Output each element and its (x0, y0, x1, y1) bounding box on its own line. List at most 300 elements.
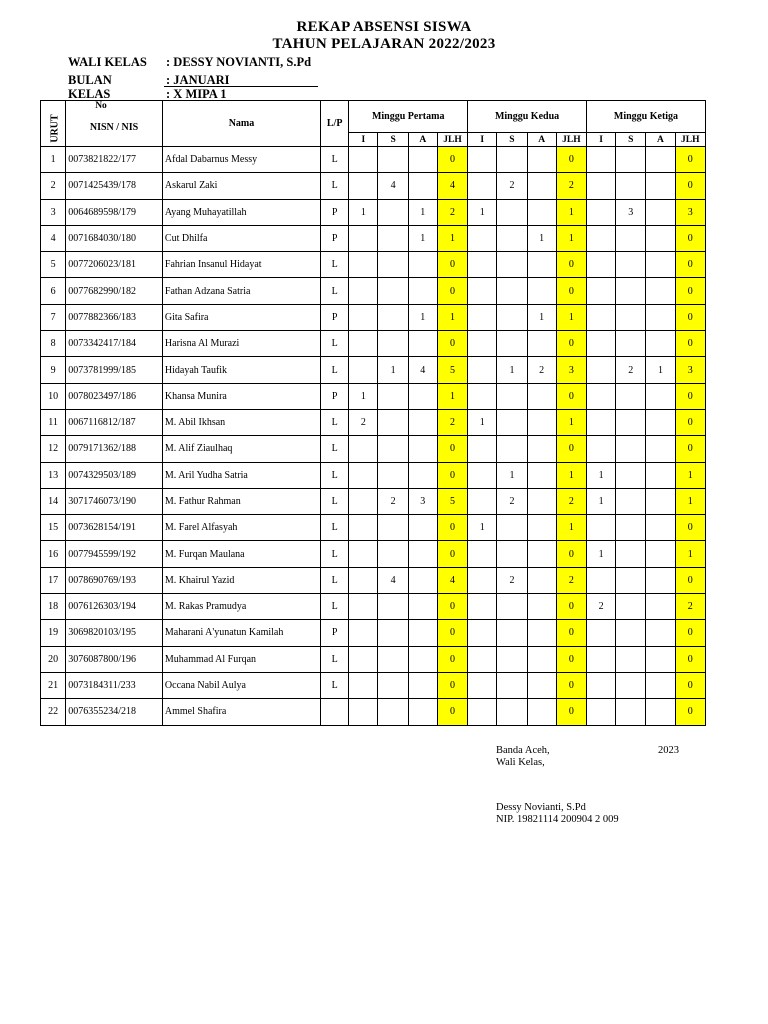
kelas-row (68, 87, 320, 101)
week-3-s-cell: 3 (616, 199, 646, 225)
week-2-jlh-cell: 1 (556, 409, 586, 435)
week-2-i-cell (468, 436, 497, 462)
week-2-a-cell (527, 331, 556, 357)
week-2-header: Minggu Kedua (468, 101, 587, 133)
row-lp: L (321, 541, 349, 567)
wali-kelas-row (68, 55, 320, 71)
week-1-jlh-cell: 0 (437, 462, 467, 488)
week-3-i-cell (586, 278, 615, 304)
row-lp: L (321, 331, 349, 357)
week-1-a-cell: 4 (408, 357, 437, 383)
week-3-a-cell (646, 147, 675, 173)
week-1-i-cell: 1 (349, 199, 378, 225)
week-1-jlh-cell: 0 (437, 699, 467, 725)
week-2-s-cell (497, 594, 527, 620)
week-3-s-cell (616, 594, 646, 620)
signature-name: Dessy Novianti, S.Pd (496, 802, 586, 813)
week-2-jlh-cell: 0 (556, 278, 586, 304)
week-3-i-cell (586, 357, 615, 383)
week-3-i-cell (586, 620, 615, 646)
row-number: 9 (41, 357, 66, 383)
week-3-sub-s-header: S (616, 133, 646, 147)
row-number: 12 (41, 436, 66, 462)
week-1-s-cell (378, 409, 408, 435)
week-2-a-cell (527, 383, 556, 409)
week-1-jlh-cell: 4 (437, 173, 467, 199)
week-2-i-cell (468, 541, 497, 567)
table-row (41, 252, 706, 278)
week-1-sub-jlh-header: JLH (437, 133, 467, 147)
row-nama: M. Abil Ikhsan (162, 409, 320, 435)
week-3-a-cell (646, 672, 675, 698)
row-lp: L (321, 436, 349, 462)
week-3-header: Minggu Ketiga (586, 101, 705, 133)
row-number: 22 (41, 699, 66, 725)
row-nama: Maharani A'yunatun Kamilah (162, 620, 320, 646)
table-row (41, 699, 706, 725)
row-lp: L (321, 567, 349, 593)
week-2-a-cell (527, 147, 556, 173)
week-3-a-cell: 1 (646, 357, 675, 383)
week-2-i-cell (468, 357, 497, 383)
week-3-jlh-cell: 0 (675, 699, 705, 725)
week-3-jlh-cell: 0 (675, 331, 705, 357)
week-1-i-cell (349, 304, 378, 330)
week-3-a-cell (646, 620, 675, 646)
week-3-i-cell (586, 409, 615, 435)
week-3-s-cell (616, 699, 646, 725)
week-2-a-cell (527, 541, 556, 567)
row-nama: M. Farel Alfasyah (162, 515, 320, 541)
week-1-a-cell (408, 383, 437, 409)
week-3-i-cell: 1 (586, 541, 615, 567)
row-nisn: 0071425439/178 (66, 173, 163, 199)
week-1-a-cell (408, 252, 437, 278)
week-2-jlh-cell: 0 (556, 147, 586, 173)
row-nama: Ammel Shafira (162, 699, 320, 725)
week-2-a-cell (527, 620, 556, 646)
week-3-a-cell (646, 383, 675, 409)
row-nisn: 0076355234/218 (66, 699, 163, 725)
table-row (41, 147, 706, 173)
table-row (41, 567, 706, 593)
row-number: 13 (41, 462, 66, 488)
week-1-s-cell (378, 594, 408, 620)
week-1-i-cell (349, 462, 378, 488)
week-2-a-cell (527, 409, 556, 435)
week-1-a-cell (408, 147, 437, 173)
row-lp: L (321, 147, 349, 173)
row-nisn: 0071684030/180 (66, 225, 163, 251)
week-2-s-cell (497, 225, 527, 251)
week-1-i-cell (349, 225, 378, 251)
table-row (41, 672, 706, 698)
week-2-a-cell (527, 672, 556, 698)
signature-year: 2023 (658, 745, 679, 756)
week-2-jlh-cell: 1 (556, 304, 586, 330)
week-2-i-cell (468, 646, 497, 672)
week-1-s-cell (378, 672, 408, 698)
week-3-a-cell (646, 462, 675, 488)
week-1-a-cell (408, 699, 437, 725)
week-2-a-cell (527, 567, 556, 593)
week-1-a-cell (408, 409, 437, 435)
week-2-jlh-cell: 0 (556, 594, 586, 620)
week-3-i-cell (586, 383, 615, 409)
row-number: 7 (41, 304, 66, 330)
week-2-s-cell: 2 (497, 488, 527, 514)
kelas-value: : X MIPA 1 (166, 87, 227, 101)
row-lp: L (321, 672, 349, 698)
row-number: 11 (41, 409, 66, 435)
week-1-i-cell (349, 252, 378, 278)
row-nisn: 3071746073/190 (66, 488, 163, 514)
week-3-a-cell (646, 304, 675, 330)
row-number: 6 (41, 278, 66, 304)
week-2-s-cell (497, 672, 527, 698)
week-2-s-cell (497, 409, 527, 435)
row-lp: L (321, 462, 349, 488)
week-3-s-cell (616, 278, 646, 304)
week-3-i-cell (586, 436, 615, 462)
row-nisn: 0073342417/184 (66, 331, 163, 357)
week-1-i-cell (349, 436, 378, 462)
week-1-a-cell (408, 331, 437, 357)
week-2-jlh-cell: 3 (556, 357, 586, 383)
week-3-jlh-cell: 0 (675, 225, 705, 251)
week-2-s-cell: 2 (497, 567, 527, 593)
row-lp: P (321, 304, 349, 330)
row-nisn: 0078690769/193 (66, 567, 163, 593)
week-1-i-cell (349, 278, 378, 304)
week-1-jlh-cell: 0 (437, 541, 467, 567)
week-1-jlh-cell: 0 (437, 672, 467, 698)
week-3-s-cell (616, 646, 646, 672)
week-3-s-cell (616, 409, 646, 435)
table-row (41, 304, 706, 330)
week-1-s-cell (378, 147, 408, 173)
week-3-jlh-cell: 3 (675, 357, 705, 383)
table-row (41, 646, 706, 672)
table-row (41, 173, 706, 199)
row-nisn: 0076126303/194 (66, 594, 163, 620)
row-lp: L (321, 173, 349, 199)
table-row (41, 515, 706, 541)
signature-role: Wali Kelas, (496, 757, 545, 768)
week-3-i-cell (586, 331, 615, 357)
week-3-jlh-cell: 1 (675, 541, 705, 567)
week-3-i-cell (586, 173, 615, 199)
week-1-s-cell (378, 646, 408, 672)
row-lp: P (321, 225, 349, 251)
table-row (41, 383, 706, 409)
table-row (41, 594, 706, 620)
week-2-jlh-cell: 0 (556, 436, 586, 462)
wali-kelas-value: : DESSY NOVIANTI, S.Pd (166, 55, 312, 69)
week-3-s-cell (616, 331, 646, 357)
row-nama: Fathan Adzana Satria (162, 278, 320, 304)
week-2-s-cell (497, 278, 527, 304)
week-2-sub-jlh-header: JLH (556, 133, 586, 147)
week-1-i-cell (349, 594, 378, 620)
row-nama: Askarul Zaki (162, 173, 320, 199)
table-row (41, 488, 706, 514)
week-1-i-cell (349, 357, 378, 383)
week-1-i-cell (349, 147, 378, 173)
week-3-a-cell (646, 699, 675, 725)
week-3-sub-jlh-header: JLH (675, 133, 705, 147)
week-2-s-cell (497, 541, 527, 567)
week-3-i-cell (586, 147, 615, 173)
week-3-a-cell (646, 646, 675, 672)
urut-label: URUT (49, 114, 61, 143)
row-nama: Cut Dhilfa (162, 225, 320, 251)
row-number: 1 (41, 147, 66, 173)
week-3-jlh-cell: 1 (675, 462, 705, 488)
row-nisn: 0073781999/185 (66, 357, 163, 383)
week-2-a-cell (527, 699, 556, 725)
week-1-s-cell (378, 436, 408, 462)
week-2-a-cell (527, 462, 556, 488)
week-1-jlh-cell: 0 (437, 620, 467, 646)
week-1-jlh-cell: 0 (437, 436, 467, 462)
row-lp: L (321, 594, 349, 620)
row-number: 4 (41, 225, 66, 251)
row-number: 19 (41, 620, 66, 646)
week-2-i-cell: 1 (468, 409, 497, 435)
week-1-s-cell (378, 462, 408, 488)
row-lp: L (321, 515, 349, 541)
week-1-jlh-cell: 2 (437, 409, 467, 435)
row-lp: L (321, 278, 349, 304)
week-3-a-cell (646, 436, 675, 462)
table-row (41, 225, 706, 251)
row-number: 14 (41, 488, 66, 514)
week-2-jlh-cell: 2 (556, 173, 586, 199)
week-3-a-cell (646, 488, 675, 514)
week-1-i-cell (349, 515, 378, 541)
week-1-jlh-cell: 0 (437, 331, 467, 357)
week-2-i-cell (468, 594, 497, 620)
week-1-sub-a-header: A (408, 133, 437, 147)
row-lp: P (321, 199, 349, 225)
week-2-jlh-cell: 0 (556, 620, 586, 646)
week-2-a-cell (527, 515, 556, 541)
week-3-i-cell (586, 646, 615, 672)
row-nisn: 0074329503/189 (66, 462, 163, 488)
week-3-i-cell (586, 515, 615, 541)
week-3-jlh-cell: 0 (675, 278, 705, 304)
week-3-a-cell (646, 541, 675, 567)
week-2-sub-i-header: I (468, 133, 497, 147)
week-3-jlh-cell: 0 (675, 304, 705, 330)
week-1-s-cell: 4 (378, 567, 408, 593)
row-nisn: 0077945599/192 (66, 541, 163, 567)
week-2-s-cell (497, 436, 527, 462)
week-3-a-cell (646, 409, 675, 435)
week-1-header: Minggu Pertama (349, 101, 468, 133)
bulan-value: : JANUARI (166, 73, 230, 87)
week-1-i-cell (349, 541, 378, 567)
week-1-jlh-cell: 0 (437, 594, 467, 620)
week-2-s-cell (497, 620, 527, 646)
week-2-a-cell (527, 252, 556, 278)
row-nisn: 3069820103/195 (66, 620, 163, 646)
bulan-label: BULAN (68, 73, 112, 87)
week-3-s-cell (616, 147, 646, 173)
week-3-s-cell (616, 620, 646, 646)
week-1-jlh-cell: 2 (437, 199, 467, 225)
week-2-jlh-cell: 1 (556, 462, 586, 488)
kelas-label: KELAS (68, 87, 111, 101)
week-3-s-cell (616, 488, 646, 514)
row-number: 20 (41, 646, 66, 672)
week-2-jlh-cell: 2 (556, 567, 586, 593)
week-2-a-cell (527, 173, 556, 199)
week-2-i-cell (468, 278, 497, 304)
week-3-s-cell (616, 541, 646, 567)
row-nama: Ayang Muhayatillah (162, 199, 320, 225)
week-2-s-cell (497, 304, 527, 330)
week-2-s-cell: 2 (497, 173, 527, 199)
nama-header: Nama (162, 101, 320, 147)
row-lp: L (321, 488, 349, 514)
week-1-i-cell (349, 567, 378, 593)
week-2-s-cell (497, 383, 527, 409)
week-3-i-cell (586, 699, 615, 725)
row-number: 18 (41, 594, 66, 620)
week-2-s-cell (497, 147, 527, 173)
week-2-s-cell (497, 699, 527, 725)
week-2-a-cell (527, 594, 556, 620)
table-row (41, 436, 706, 462)
week-3-i-cell (586, 672, 615, 698)
week-1-a-cell: 1 (408, 304, 437, 330)
no-header: No (95, 101, 107, 111)
week-3-jlh-cell: 0 (675, 436, 705, 462)
week-3-s-cell (616, 515, 646, 541)
row-lp (321, 699, 349, 725)
table-row (41, 357, 706, 383)
row-number: 8 (41, 331, 66, 357)
week-2-jlh-cell: 0 (556, 541, 586, 567)
week-2-i-cell (468, 147, 497, 173)
week-2-a-cell (527, 488, 556, 514)
row-nisn: 0067116812/187 (66, 409, 163, 435)
week-2-jlh-cell: 0 (556, 672, 586, 698)
week-3-a-cell (646, 515, 675, 541)
week-2-a-cell (527, 646, 556, 672)
row-nisn: 0064689598/179 (66, 199, 163, 225)
row-nama: M. Rakas Pramudya (162, 594, 320, 620)
week-3-i-cell (586, 304, 615, 330)
row-nisn: 3076087800/196 (66, 646, 163, 672)
week-2-i-cell (468, 699, 497, 725)
week-1-s-cell (378, 383, 408, 409)
week-1-jlh-cell: 0 (437, 515, 467, 541)
week-2-s-cell (497, 252, 527, 278)
row-number: 2 (41, 173, 66, 199)
week-3-jlh-cell: 0 (675, 383, 705, 409)
row-number: 5 (41, 252, 66, 278)
week-3-i-cell (586, 252, 615, 278)
week-1-sub-i-header: I (349, 133, 378, 147)
row-nama: M. Khairul Yazid (162, 567, 320, 593)
week-2-jlh-cell: 0 (556, 331, 586, 357)
row-nama: Khansa Munira (162, 383, 320, 409)
table-row (41, 462, 706, 488)
wali-kelas-label: WALI KELAS (68, 55, 147, 69)
week-1-jlh-cell: 4 (437, 567, 467, 593)
row-nama: M. Aril Yudha Satria (162, 462, 320, 488)
week-1-a-cell (408, 594, 437, 620)
week-3-jlh-cell: 0 (675, 173, 705, 199)
week-3-s-cell (616, 225, 646, 251)
week-2-sub-a-header: A (527, 133, 556, 147)
week-2-a-cell (527, 199, 556, 225)
week-1-i-cell (349, 173, 378, 199)
week-3-a-cell (646, 173, 675, 199)
week-3-s-cell (616, 304, 646, 330)
week-3-jlh-cell: 0 (675, 567, 705, 593)
table-row (41, 409, 706, 435)
week-3-jlh-cell: 2 (675, 594, 705, 620)
row-nama: Harisna Al Murazi (162, 331, 320, 357)
row-nama: Gita Safira (162, 304, 320, 330)
row-lp: L (321, 357, 349, 383)
week-3-jlh-cell: 0 (675, 409, 705, 435)
row-nisn: 0077206023/181 (66, 252, 163, 278)
week-1-s-cell (378, 331, 408, 357)
row-nama: M. Alif Ziaulhaq (162, 436, 320, 462)
week-1-a-cell: 1 (408, 199, 437, 225)
week-1-a-cell: 1 (408, 225, 437, 251)
week-1-s-cell: 4 (378, 173, 408, 199)
week-1-i-cell: 2 (349, 409, 378, 435)
row-lp: L (321, 646, 349, 672)
week-2-i-cell (468, 488, 497, 514)
week-2-s-cell (497, 515, 527, 541)
row-nama: Hidayah Taufik (162, 357, 320, 383)
week-1-i-cell (349, 620, 378, 646)
week-3-s-cell (616, 672, 646, 698)
week-2-jlh-cell: 0 (556, 646, 586, 672)
document-title: REKAP ABSENSI SISWA (296, 19, 472, 35)
week-1-jlh-cell: 0 (437, 646, 467, 672)
document-subtitle: TAHUN PELAJARAN 2022/2023 (272, 36, 496, 52)
week-2-jlh-cell: 0 (556, 699, 586, 725)
week-1-sub-s-header: S (378, 133, 408, 147)
week-2-a-cell: 2 (527, 357, 556, 383)
week-2-sub-s-header: S (497, 133, 527, 147)
week-3-i-cell (586, 567, 615, 593)
week-3-s-cell (616, 436, 646, 462)
week-1-s-cell (378, 225, 408, 251)
week-3-s-cell (616, 252, 646, 278)
lp-header: L/P (321, 101, 349, 147)
week-3-a-cell (646, 567, 675, 593)
week-1-s-cell: 2 (378, 488, 408, 514)
row-nama: Occana Nabil Aulya (162, 672, 320, 698)
week-1-s-cell (378, 304, 408, 330)
week-2-jlh-cell: 1 (556, 225, 586, 251)
row-number: 10 (41, 383, 66, 409)
week-1-jlh-cell: 1 (437, 225, 467, 251)
week-2-jlh-cell: 1 (556, 199, 586, 225)
week-1-s-cell (378, 199, 408, 225)
week-3-i-cell: 1 (586, 488, 615, 514)
week-3-jlh-cell: 0 (675, 515, 705, 541)
